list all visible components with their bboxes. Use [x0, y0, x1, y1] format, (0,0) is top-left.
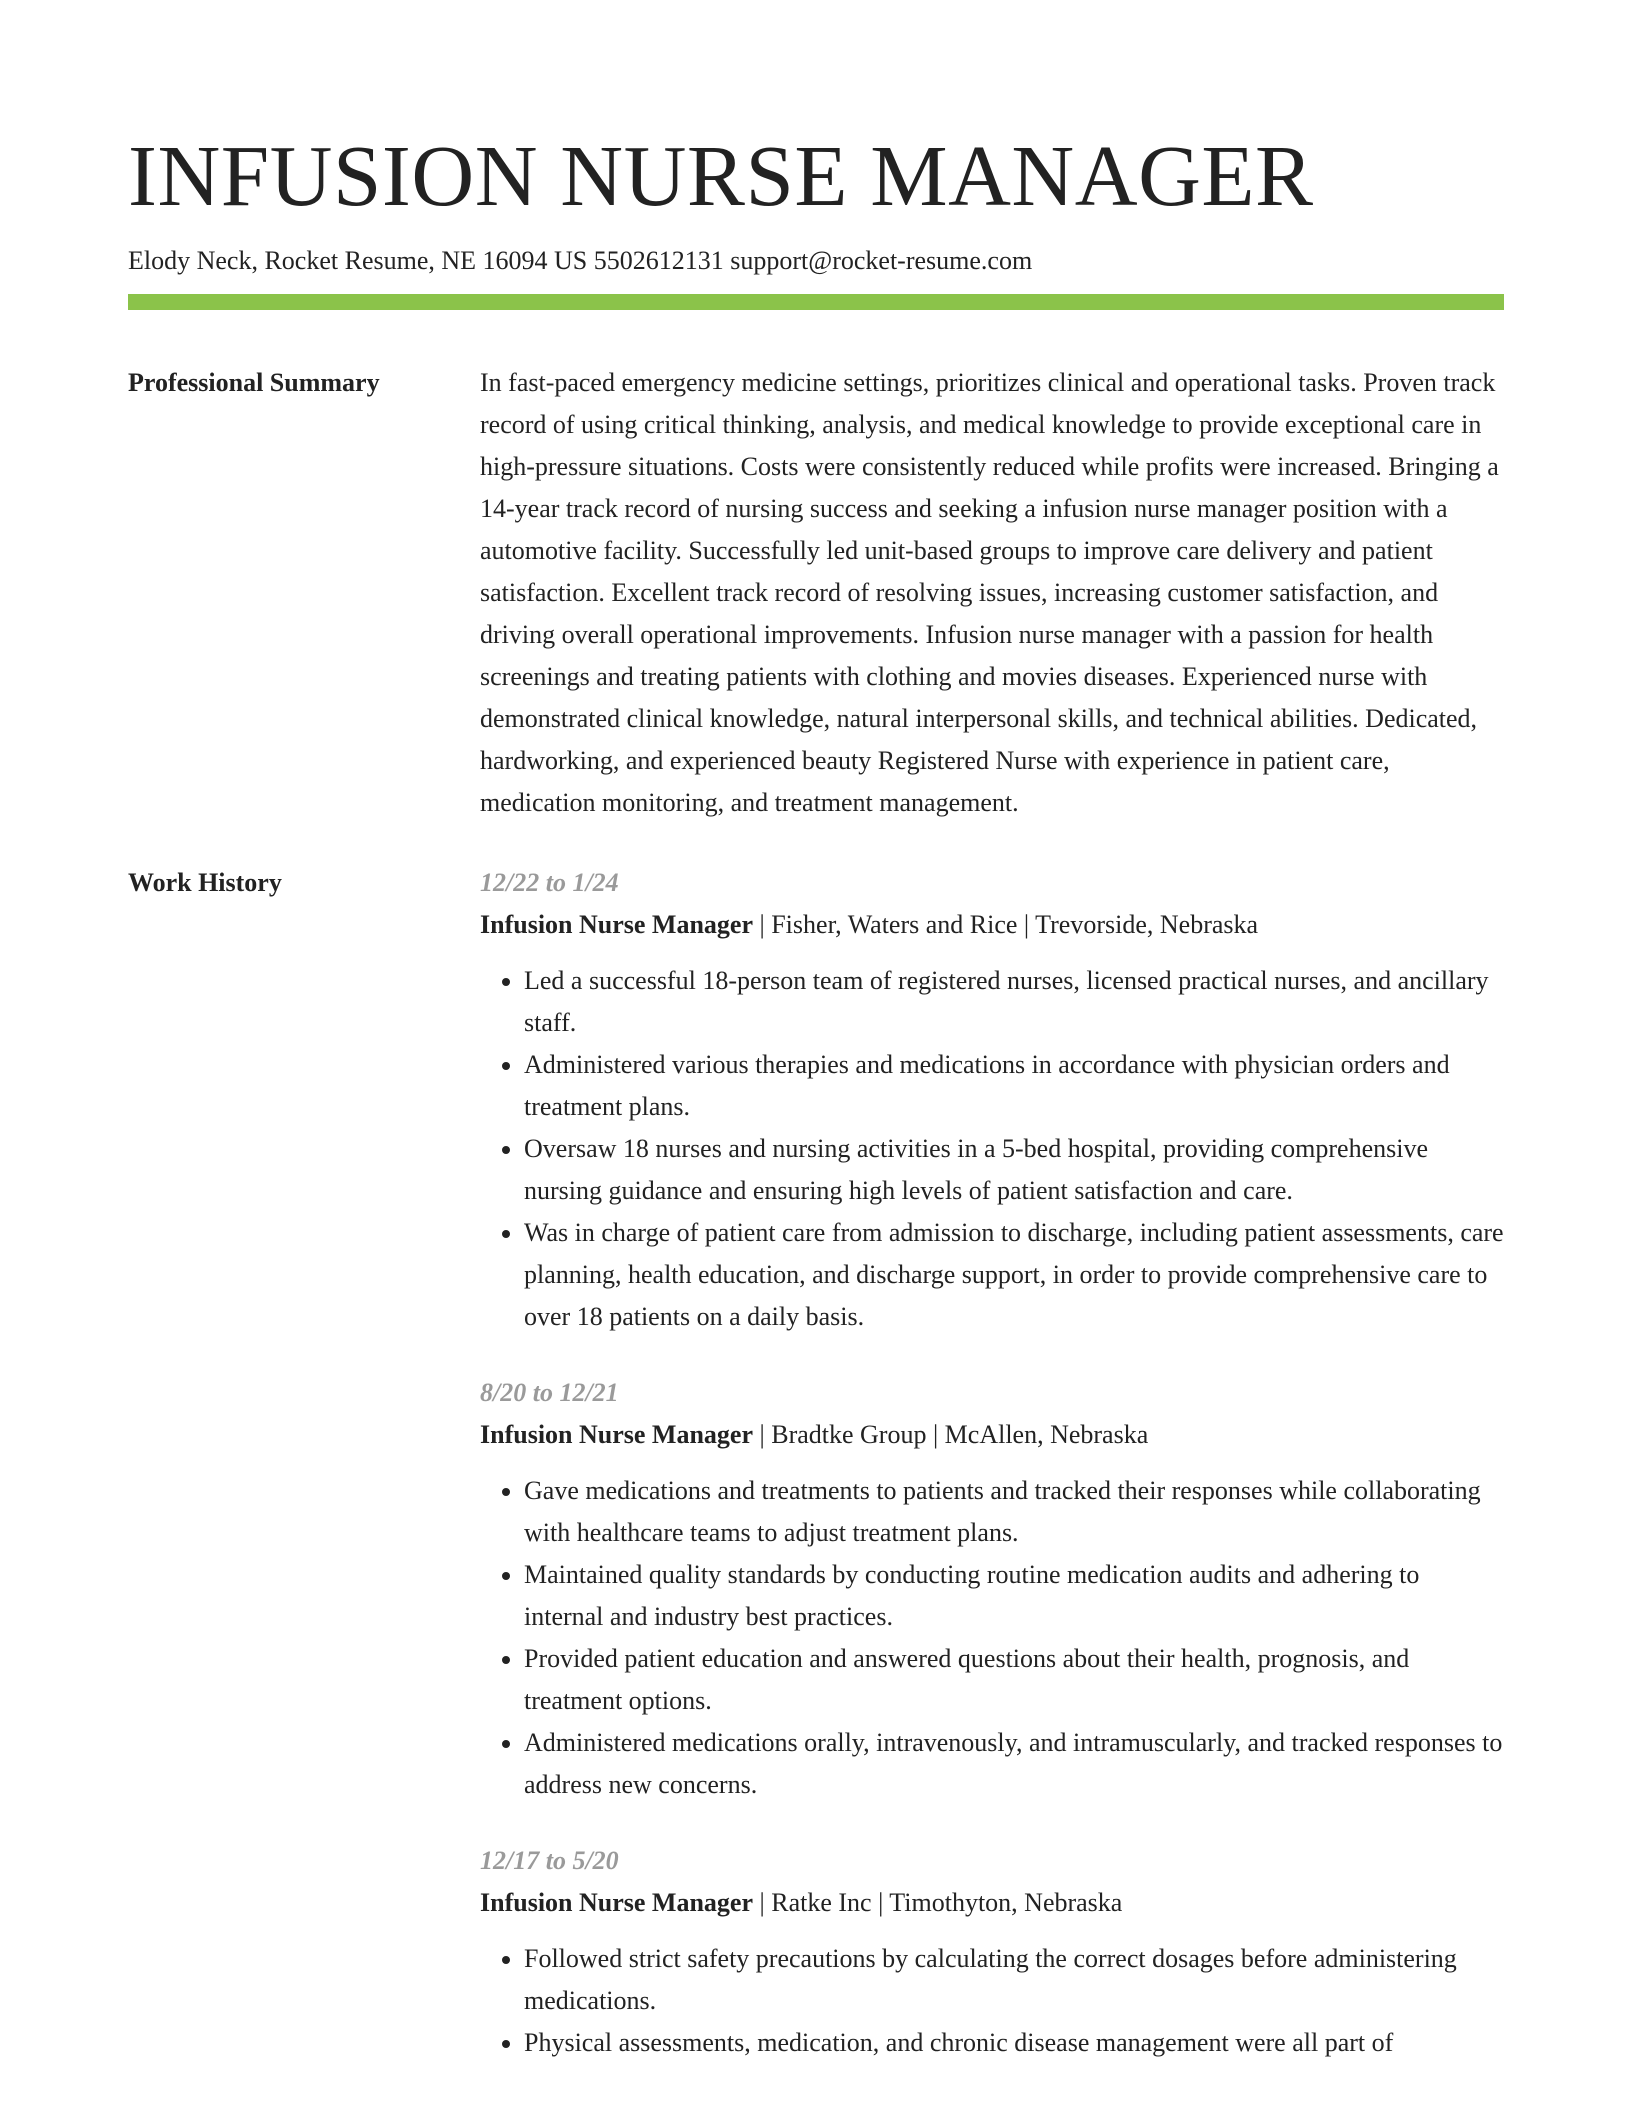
job-title: Infusion Nurse Manager [480, 1888, 754, 1918]
job-bullet: • Physical assessments, medication, and chronic disease management were all part of [524, 2022, 1504, 2064]
job-entry [480, 1372, 1504, 1806]
job-bullet: • Led a successful 18-person team of registered nurses, licensed practical nurses, and ancillary staff. [524, 960, 1504, 1044]
job-details: | Fisher, Waters and Rice | Trevorside, Nebraska [753, 910, 1259, 940]
job-title: Infusion Nurse Manager [480, 910, 754, 940]
resume-page [128, 112, 1504, 2098]
job-dates: 12/22 to 1/24 [480, 868, 619, 898]
job-bullet: • Maintained quality standards by conducting routine medication audits and adhering to internal and industry best practices. [524, 1554, 1504, 1638]
job-bullet: • Followed strict safety precautions by calculating the correct dosages before administering medications. [524, 1938, 1504, 2022]
job-dates: 8/20 to 12/21 [480, 1378, 619, 1408]
job-bullet: • Administered various therapies and medications in accordance with physician orders and treatment plans. [524, 1044, 1504, 1128]
job-bullet: • Oversaw 18 nurses and nursing activities in a 5-bed hospital, providing comprehensive nursing guidance and ensuring high levels of patient satisfaction and care. [524, 1128, 1504, 1212]
job-dates: 12/17 to 5/20 [480, 1846, 619, 1876]
job-bullets [480, 960, 1504, 1338]
contact-line: Elody Neck, Rocket Resume, NE 16094 US 5502612131 support@rocket-resume.com [128, 246, 1033, 275]
job-list [480, 862, 1504, 2098]
job-bullet: • Provided patient education and answered questions about their health, prognosis, and treatment options. [524, 1638, 1504, 1722]
job-heading [480, 1882, 1504, 1924]
work-history-section [128, 862, 1504, 2098]
resume-title: INFUSION NURSE MANAGER [128, 127, 1314, 224]
job-bullets [480, 1938, 1504, 2064]
job-title: Infusion Nurse Manager [480, 1420, 754, 1450]
accent-divider [128, 294, 1504, 310]
job-details: | Bradtke Group | McAllen, Nebraska [753, 1420, 1149, 1450]
job-bullets [480, 1470, 1504, 1806]
summary-text: In fast-paced emergency medicine settings, prioritizes clinical and operational tasks. Proven track record of using critical thinking, analysis, and medical knowledge to provide exceptional care in high-pressure situations. Costs were consistently reduced while profits were increased. Bringing a 14-year track record of nursing success and seeking a infusion nurse manager position with a automotive facility. Successfully led unit-based groups to improve care delivery and patient satisfaction. Excellent track record of resolving issues, increasing customer satisfaction, and driving overall operational improvements. Infusion nurse manager with a passion for health screenings and treating patients with clothing and movies diseases. Experienced nurse with demonstrated clinical knowledge, natural interpersonal skills, and technical abilities. Dedicated, hardworking, and experienced beauty Registered Nurse with experience in patient care, medication monitoring, and treatment management. [480, 368, 1499, 818]
job-bullet: • Gave medications and treatments to patients and tracked their responses while collaborating with healthcare teams to adjust treatment plans. [524, 1470, 1504, 1554]
job-entry [480, 862, 1504, 1338]
job-heading [480, 904, 1504, 946]
job-entry [480, 1840, 1504, 2064]
summary-section [128, 362, 1504, 824]
job-bullet: • Administered medications orally, intravenously, and intramuscularly, and tracked responses to address new concerns. [524, 1722, 1504, 1806]
job-bullet: • Was in charge of patient care from admission to discharge, including patient assessments, care planning, health education, and discharge support, in order to provide comprehensive care to over 18 patients on a daily basis. [524, 1212, 1504, 1338]
work-history-label: Work History [128, 868, 282, 898]
job-details: | Ratke Inc | Timothyton, Nebraska [753, 1888, 1123, 1918]
summary-label: Professional Summary [128, 368, 380, 398]
job-heading [480, 1414, 1504, 1456]
